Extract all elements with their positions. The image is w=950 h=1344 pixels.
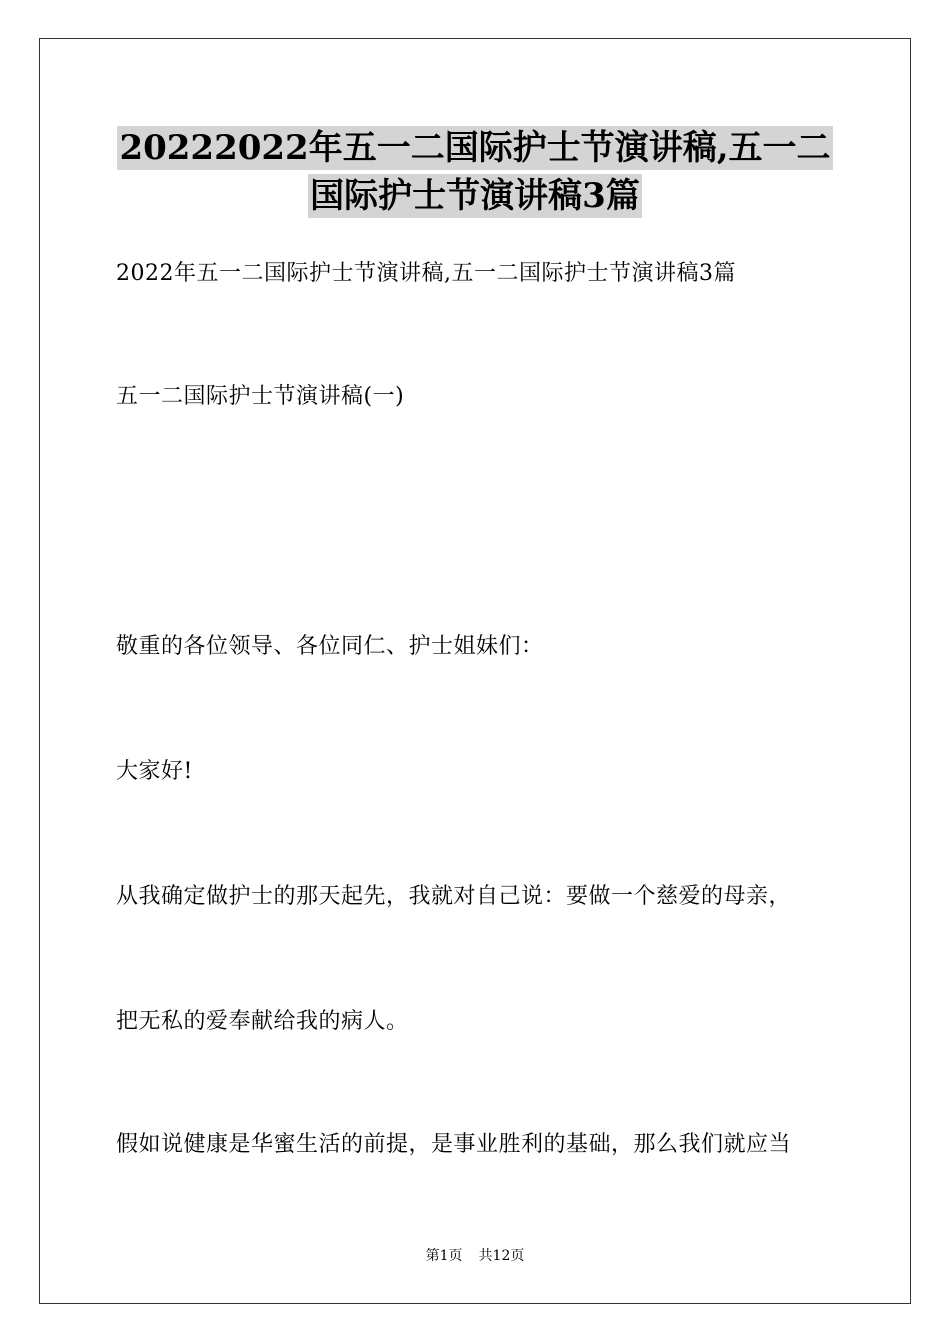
page-footer xyxy=(0,1246,950,1266)
page-total: 共12页 xyxy=(478,1248,525,1264)
paragraph-body: 从我确定做护士的那天起先，我就对自己说：要做一个慈爱的母亲， xyxy=(116,884,792,909)
paragraph-greeting: 大家好! xyxy=(116,759,193,784)
paragraph-body: 假如说健康是华蜜生活的前提，是事业胜利的基础，那么我们就应当 xyxy=(116,1132,792,1157)
document-title xyxy=(0,126,950,218)
paragraph-subtitle: 2022年五一二国际护士节演讲稿,五一二国际护士节演讲稿3篇 xyxy=(116,261,736,286)
paragraph-section-heading: 五一二国际护士节演讲稿(一) xyxy=(116,384,405,409)
title-line-2: 国际护士节演讲稿3篇 xyxy=(310,176,640,216)
title-line-1: 20222022年五一二国际护士节演讲稿,五一二 xyxy=(119,128,831,168)
page-frame xyxy=(39,38,911,1304)
paragraph-salutation: 敬重的各位领导、各位同仁、护士姐妹们： xyxy=(116,634,544,659)
page-number: 第1页 xyxy=(425,1248,463,1264)
paragraph-body: 把无私的爱奉献给我的病人。 xyxy=(116,1009,409,1034)
